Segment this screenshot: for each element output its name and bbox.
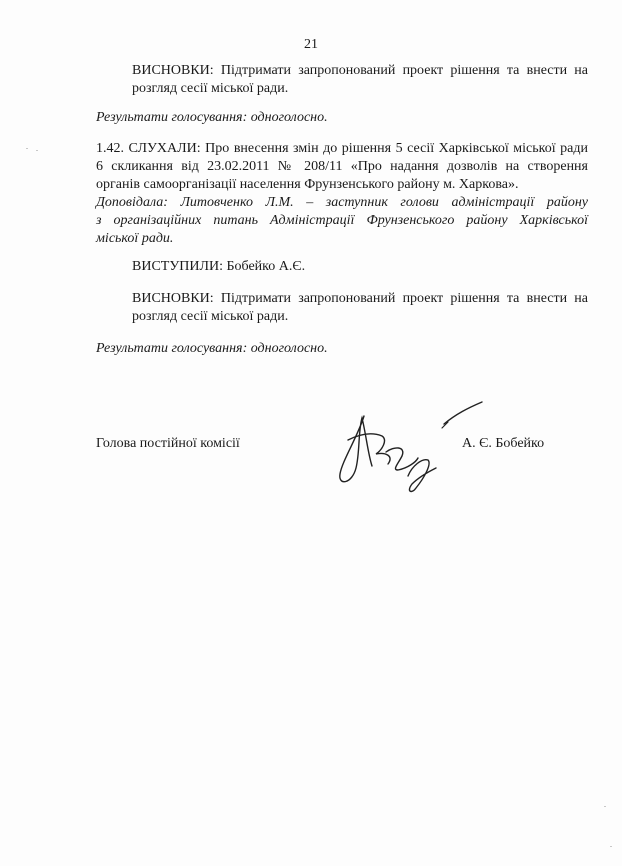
conclusion-paragraph-2 xyxy=(96,290,588,326)
chairman-name: А. Є. Бобейко xyxy=(462,436,545,451)
page-number: 21 xyxy=(304,37,318,52)
chairman-position: Голова постійної комісії xyxy=(96,436,240,451)
conclusion-1-line-2: розгляд сесії міської ради. xyxy=(132,81,289,96)
conclusion-1-line-1: ВИСНОВКИ: Підтримати запропонований проект рішення та внести на xyxy=(132,63,588,78)
scan-speck xyxy=(610,846,612,847)
scan-speck xyxy=(26,148,28,149)
conclusion-2-line-1: ВИСНОВКИ: Підтримати запропонований проект рішення та внести на xyxy=(132,291,588,306)
report-line-1: Доповідала: Литовченко Л.М. – заступник голови адміністрації району xyxy=(96,195,588,210)
report-paragraph xyxy=(96,194,588,248)
heard-line-1: 1.42. СЛУХАЛИ: Про внесення змін до рішення 5 сесії Харківської міської ради xyxy=(96,141,588,156)
report-line-3: міської ради. xyxy=(96,231,174,246)
vote-result-2: Результати голосування: одноголосно. xyxy=(96,341,328,356)
scan-speck xyxy=(36,150,38,151)
vote-result-1: Результати голосування: одноголосно. xyxy=(96,110,328,125)
heard-line-2: 6 скликання від 23.02.2011 № 208/11 «Про надання дозволів на створення xyxy=(96,159,588,174)
heard-line-3: органів самоорганізації населення Фрунзенського району м. Харкова». xyxy=(96,177,519,192)
scan-speck xyxy=(604,806,606,807)
report-line-2: з організаційних питань Адміністрації Фрунзенського району Харківської xyxy=(96,213,588,228)
heard-paragraph xyxy=(96,140,588,194)
spoke-paragraph: ВИСТУПИЛИ: Бобейко А.Є. xyxy=(132,259,306,274)
conclusion-2-line-2: розгляд сесії міської ради. xyxy=(132,309,289,324)
conclusion-paragraph-1 xyxy=(96,62,588,98)
